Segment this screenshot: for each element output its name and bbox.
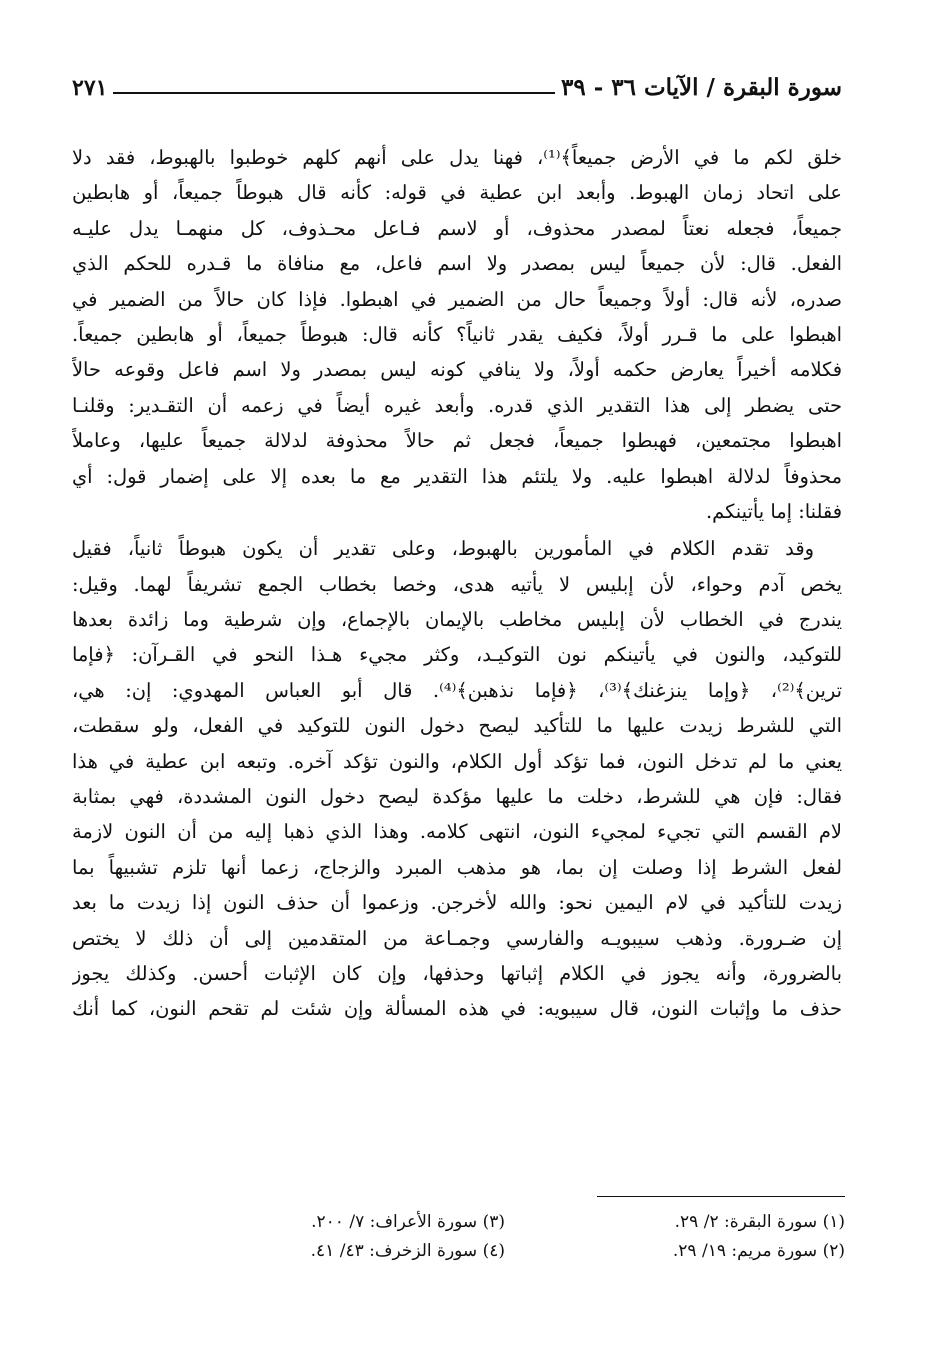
- text-line: صدره، لأنه قال: أولاً وجميعاً حال من الضمير في اهبطوا. فإذا كان حالاً من الضمير في: [72, 287, 842, 311]
- text-line: فكلامه أخيراً يعارض حكمه أولاً، ولا ينافي كونه ليس بمصدر ولا اسم فاعل وقوعه حالاً: [72, 358, 842, 382]
- text-line: لفعل الشرط إذا وصلت إن بما، هو مذهب المبرد والزجاج، زعما أنها تلزم تشبيهاً بما: [72, 855, 842, 879]
- text-line: زيدت للتأكيد في لام اليمين نحو: والله لأخرجن. وزعموا أن حذف النون إذا زيدت ما بعد: [72, 891, 842, 915]
- text-line: وقد تقدم الكلام في المأمورين بالهبوط، وعلى تقدير أن يكون هبوطاً ثانياً، فقيل: [72, 537, 814, 561]
- footnote-1: (١) سورة البقرة: ٢/ ٢٩.: [674, 1212, 845, 1232]
- text-line: حتى يضطر إلى هذا التقدير الذي قدره. وأبعد غيره أيضاً في زعمه أن التقـدير: وقلنـا: [72, 393, 842, 417]
- text-line: للتوكيد، والنون في يأتينكم نون التوكيـد، وكثر مجيء هـذا النحو في القـرآن: ﴿فإما: [72, 643, 842, 667]
- footnote-4: (٤) سورة الزخرف: ٤٣/ ٤١.: [310, 1241, 505, 1261]
- paragraph-2: [72, 531, 842, 1026]
- text-line: لام القسم التي تجيء لمجيء النون، انتهى كلامه. وهذا الذي ذهبا إليه من أن النون لازمة: [72, 820, 842, 844]
- text-line: جميعاً، فجعله نعتاً لمصدر محذوف، أو لاسم فـاعل محـذوف، كل منهمـا يدل عليـه: [72, 216, 842, 240]
- text-line: التي للشرط زيدت عليها ما للتأكيد ليصح دخول النون للتوكيد في الفعل، ولو سقطت،: [72, 714, 842, 738]
- text-line: خلق لكم ما في الأرض جميعاً﴾⁽¹⁾، فهنا يدل على أنهم كلهم خوطبوا بالهبوط، فقد دلا: [72, 146, 842, 169]
- running-header: [72, 68, 842, 102]
- surah-title: سورة البقرة / الآيات ٣٦ - ٣٩: [560, 74, 842, 101]
- text-line: الفعل. قال: لأن جميعاً ليس بمصدر ولا اسم فاعل، مع منافاة ما قـدره للحكم الذي: [72, 252, 842, 276]
- text-line: بالضرورة، وأنه يجوز في الكلام إثباتها وحذفها، وإن كان الإثبات أحسن. وكذلك يجوز: [72, 961, 842, 985]
- text-line: اهبطوا مجتمعين، فهبطوا جميعاً، فجعل ثم حالاً محذوفة لدلالة جميعاً عليها، وعاملاً: [72, 429, 842, 453]
- text-line: فقلنا: إما يأتينكم.: [706, 499, 842, 523]
- paragraph-1: [72, 140, 842, 529]
- page-number: ٢٧١: [72, 75, 108, 101]
- text-line: على اتحاد زمان الهبوط. وأبعد ابن عطية في قوله: كأنه قال هبوطاً جميعاً، أو هابطين: [72, 181, 842, 205]
- text-line: يخص آدم وحواء، لأن إبليس لا يأتيه هدى، وخصا بخطاب الجمع تشريفاً لهما. وقيل:: [72, 572, 842, 596]
- text-line: إن ضـرورة. وذهب سيبويـه والفارسي وجمـاعة من المتقدمين إلى أن ذلك لا يختص: [72, 926, 842, 950]
- header-rule: [113, 92, 555, 94]
- text-line: محذوفاً لدلالة اهبطوا عليه. ولا يلتئم هذا التقدير مع ما بعده إلا على إضمار قول: أي: [72, 464, 842, 488]
- footnotes: [185, 1208, 845, 1266]
- text-line: يعني ما لم تدخل النون، فما تؤكد أول الكلام، والنون تؤكد آخره. وتبعه ابن عطية في هذا: [72, 749, 842, 773]
- footnote-2: (٢) سورة مريم: ١٩/ ٢٩.: [672, 1241, 845, 1261]
- footnote-separator: [597, 1196, 845, 1197]
- footnote-3: (٣) سورة الأعراف: ٧/ ٢٠٠.: [311, 1212, 505, 1232]
- text-line: يندرج في الخطاب لأن إبليس مخاطب بالإيمان بالإجماع، وإن شرطية وما زائدة بعدها: [72, 608, 842, 632]
- text-line: حذف ما وإثبات النون، قال سيبويه: في هذه المسألة وإن شئت لم تقحم النون، كما أنك: [72, 997, 842, 1021]
- text-line: اهبطوا على ما قـرر أولاً، فكيف يقدر ثانياً؟ كأنه قال: هبوطاً جميعاً، أو هابطين جميعاً.: [72, 322, 842, 346]
- main-text: [72, 140, 842, 1027]
- text-line: فقال: فإن هي للشرط، دخلت ما عليها مؤكدة ليصح دخول النون المشددة، فهي بمثابة: [72, 785, 842, 809]
- text-line: ترين﴾⁽²⁾، ﴿وإما ينزغنك﴾⁽³⁾، ﴿فإما نذهبن﴾⁽⁴⁾. قال أبو العباس المهدوي: إن: هي،: [72, 678, 842, 702]
